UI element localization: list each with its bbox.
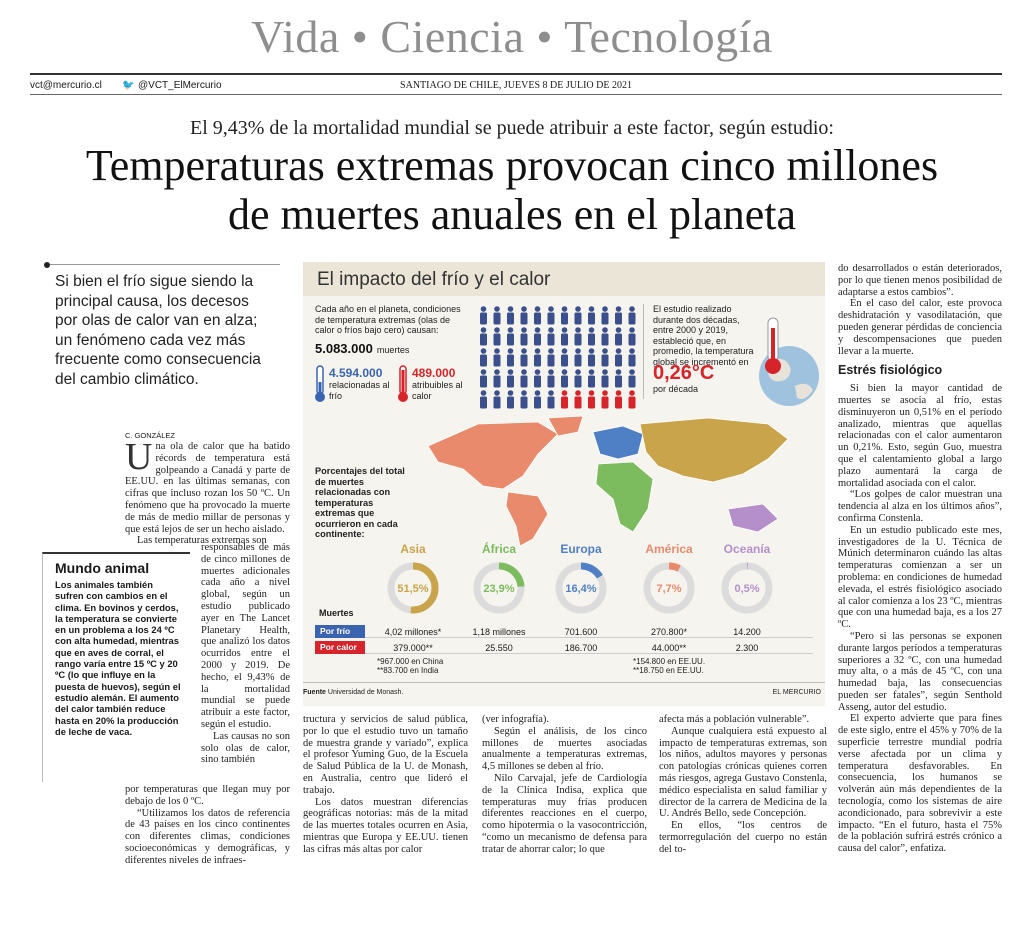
person-icon [548,327,555,345]
map-europe [593,426,643,459]
person-icon [534,390,541,408]
total-unit: muertes [376,345,410,355]
note: **18.750 en EE.UU. [633,666,704,675]
twitter-handle[interactable]: @VCT_ElMercurio [138,80,222,91]
person-heat-icon [615,390,622,408]
paragraph: Los datos muestran diferencias geográficas notorias: más de la mitad de las muertes totales ocurren en Asia, mientras que Europa y EE.UU. tienen las cifras más altas por calor [303,796,468,855]
globe-thermometer-icon [743,314,823,409]
paragraph: responsables de más de cinco millones de muertes adicionales cada año a nivel global, según un estudio publicado ayer en The Lancet Planetary Health, que analizó los datos ocurridos entre el 2000 y 2019. De hecho, el 9,43% de la mortalidad mundial se puede atribuir a este factor, según el estudio. [201,542,290,730]
paragraph: Si bien la mayor cantidad de muertes se asocia al frío, estas disminuyeron un 0,51% en el período analizado, mientras que aquellas relacionadas con el calor aumentaron un 0,21%. Esto, según Guo, muestra que el calentamiento global a largo plazo aumentará la carga de mortalidad asociada con el calor. [838,383,1002,489]
kicker: El 9,43% de la mortalidad mundial se puede atribuir a este factor, según estudio: [189,117,834,139]
person-icon [629,327,636,345]
asia-notes [377,657,443,675]
sidebar-mundo-animal [42,552,190,782]
infographic [303,262,825,706]
person-icon [615,348,622,366]
paragraph: “Pero si las personas se exponen durante largos períodos a temperaturas superiores a 32 ºC, con una humedad muy alta, o a más de 45 ºC, con una humedad baja, las consecuencias pueden ser fatales”, según Senthold Asseng, autor del estudio. [838,630,1002,713]
article-column-2 [303,714,468,856]
paragraph: En el caso del calor, este provoca deshidratación y vasodilatación, que pueden generar pérdidas de conciencia y descompensaciones que pueden llevar a la muerte. [838,298,1002,357]
paragraph: El experto advierte que para fines de este siglo, entre el 45% y 70% de la superficie terrestre mundial podría verse afectada por un clima y temperatura desfavorables. En consecuencia, los humanos se volverán aún más dependientes de la tecnología, como los sistemas de aire acondicionado, para sobrevivir a este impacto. “En el futuro, hasta el 75% de la población sufrirá estrés crónico a causa del calor”, enfatiza. [838,713,1002,855]
credit: EL MERCURIO [772,689,821,696]
person-icon [534,369,541,387]
sidebar-title: Mundo animal [55,560,150,576]
person-icon [494,348,501,366]
person-icon [602,348,609,366]
person-icon [480,390,487,408]
map-north-america [428,422,558,489]
heat-stat [412,366,472,401]
paragraph: Nilo Carvajal, jefe de Cardiología de la Clínica Indisa, explica que temperaturas muy frías producen diferentes reacciones en el cuerpo, como hipotermia o la vasocontricción, “como un mecanismo de defensa para tratar de ahorrar calor; lo que [482,772,647,855]
infographic-title: El impacto del frío y el calor [303,262,825,296]
paragraph: “Los golpes de calor muestran una tendencia al alza en los últimos años”, confirma Constenla. [838,489,1002,524]
continent-name: América [645,542,693,556]
person-icon [561,369,568,387]
person-icon [507,348,514,366]
paragraph: por temperaturas que llegan muy por debajo de los 0 ºC. [125,784,290,807]
heat-label: atribuibles al calor [412,380,463,401]
person-icon [588,348,595,366]
cold-deaths-value: 270.800* [650,627,688,637]
drop-cap: U [125,436,153,478]
cold-thermometer-icon [313,364,327,404]
person-icon [521,390,528,408]
person-icon [494,306,501,324]
article-column-1b [201,542,290,766]
person-heat-icon [575,390,582,408]
cold-deaths-value: 701.600 [564,627,598,637]
map-asia [640,418,788,482]
person-icon [507,327,514,345]
heat-thermometer-icon [396,364,410,404]
paragraph: En ellos, “los centros de termorregulación del cuerpo no están del to- [659,820,827,855]
person-heat-icon [629,390,636,408]
article-column-3 [482,714,647,856]
paragraph: do desarrollados o están deteriorados, por lo que tienen menos posibilidad de adaptarse a estos cambios”. [838,263,1002,298]
percent-label: 16,4% [565,583,597,595]
person-icon [534,348,541,366]
person-icon [507,369,514,387]
person-icon [561,348,568,366]
percent-label: 23,9% [483,583,515,595]
source-label: Fuente [303,689,326,696]
dateline: SANTIAGO DE CHILE, JUEVES 8 DE JULIO DE 2021 [400,80,632,91]
person-icon [494,369,501,387]
heat-deaths-value: 25.550 [485,643,513,653]
paragraph: Según el análisis, de los cinco millones de muertes asociadas anualmente a temperaturas extremas, 4,5 millones se deben al frío. [482,725,647,773]
rise-label: por década [653,384,699,394]
subheading: Estrés fisiológico [838,363,943,378]
lead-paragraph: Si bien el frío sigue siendo la principal causa, los decesos por olas de calor van en alza; un fenómeno cada vez más frecuente como consecuencia del cambio climático. [55,273,261,388]
person-icon [480,369,487,387]
person-icon [602,369,609,387]
person-icon [548,390,555,408]
continent-name: África [481,542,516,556]
row-heat-label: Por calor [315,641,365,654]
article-column-4 [659,714,827,856]
person-icon [602,327,609,345]
person-icon [548,348,555,366]
person-heat-icon [588,390,595,408]
donut-asia [385,560,441,616]
continent-name: Oceanía [723,542,771,556]
continent-name: Europa [560,542,602,556]
cold-stat [329,366,399,401]
sidebar-text: Los animales también sufren con cambios en el clima. En bovinos y cerdos, la temperatura se convierte en un problema a los 24 ºC con alta humedad, mientras que en aves de corral, el rango varía entre 15 ºC y 20 ºC (lo que influye en la puesta de huevos), según el estudio alemán. El aumento del calor también reduce hasta en 20% la producción de leche de vaca. [55,579,181,737]
study-text: El estudio realizado durante dos décadas, entre 2000 y 2019, estableció que, en promedio, la temperatura global se incrementó en [653,304,754,367]
cold-deaths-value: 4,02 millones* [384,627,442,637]
infographic-footer [303,682,825,699]
person-icon [615,306,622,324]
person-icon [534,327,541,345]
article-column-1 [125,436,290,547]
note: *154.800 en EE.UU. [633,657,706,666]
person-icon [629,348,636,366]
donut-américa [641,560,697,616]
person-icon [534,306,541,324]
person-icon [480,327,487,345]
world-map [408,414,813,549]
person-icon [521,306,528,324]
map-africa [596,462,653,532]
cold-number: 4.594.000 [329,366,383,380]
paragraph: (ver infografía). [482,714,550,725]
donut-europa [553,560,609,616]
lead-rule [50,264,280,265]
source: Universidad de Monash. [327,689,404,696]
person-icon [629,306,636,324]
paragraph: Las causas no son solo olas de calor, sino también [201,730,290,766]
row-cold-label: Por frío [315,625,365,638]
america-notes [633,657,705,675]
person-icon [588,306,595,324]
person-icon [615,369,622,387]
paragraph: na ola de calor que ha batido récords de temperatura está golpeando a Canadá y parte de EE.UU. en las últimas semanas, con cifras que incluso rozan los 50 ºC. Un fenómeno que ha provocado la muerte de más de medio millar de personas y que está lejos de ser un hecho aislado. [125,441,290,535]
heat-deaths-value: 379.000** [393,643,433,653]
person-heat-icon [602,390,609,408]
person-icon [575,306,582,324]
lead-bullet-icon [44,262,50,268]
person-icon [480,306,487,324]
paragraph: tructura y servicios de salud pública, por lo que el estudio tuvo un tamaño de muestra grande y variado”, explica el profesor Yuming Guo, de la Escuela de Salud Pública de la U. de Monash, en Australia, centro que lideró el trabajo. [303,714,468,796]
percent-label: 0,5% [734,583,760,595]
article-column-1c [125,784,290,867]
divider [643,304,644,399]
paragraph: Las temperaturas extremas son [137,535,267,547]
map-south-america [506,492,548,546]
person-icon [494,327,501,345]
top-bar [30,73,1002,95]
heat-deaths-value: 44.000** [651,643,687,653]
paragraph: “Utilizamos los datos de referencia de 43 países en los cinco continentes con diferentes climas, condiciones socioeconómicas y demográficas, y diferentes niveles de infraes- [125,807,290,866]
deaths-label: Muertes [319,608,354,618]
person-icon [494,390,501,408]
heat-number: 489.000 [412,366,456,380]
percent-label: 7,7% [656,583,682,595]
intro-text: Cada año en el planeta, condiciones de temperatura extremas (olas de calor o fríos bajo cero) causan: [315,304,461,335]
person-icon [588,369,595,387]
person-icon [561,327,568,345]
percent-caption: Porcentajes del total de muertes relacionadas con temperaturas extremas que ocurrieron en cada continente: [315,466,405,539]
person-heat-icon [561,390,568,408]
paragraph: afecta más a población vulnerable”. [659,714,810,725]
donut-áfrica [471,560,527,616]
person-icon [575,369,582,387]
person-icon [480,348,487,366]
cold-deaths-value: 1,18 millones [472,627,526,637]
person-icon [629,369,636,387]
person-icon [548,306,555,324]
person-icon [521,327,528,345]
heat-deaths-value: 186.700 [564,643,598,653]
total-number: 5.083.000 [315,341,373,356]
cold-label: relacionadas al frío [329,380,390,401]
email-link[interactable]: vct@mercurio.cl [30,80,102,91]
person-icon [588,327,595,345]
heat-deaths-value: 2.300 [735,643,759,653]
byline: C. GONZÁLEZ [125,431,176,440]
headline: Temperaturas extremas provocan cinco millones de muertes anuales en el planeta [85,141,939,239]
paragraph: Aunque cualquiera está expuesto al impacto de temperaturas extremas, son los niños, adultos mayores y personas con patologías crónicas quienes corren más riesgos, agrega Gustavo Constenla, médico especialista en salud familiar y director de la carrera de Medicina de la U. Andrés Bello, sede Concepción. [659,725,827,820]
section-masthead: Vida • Ciencia • Tecnología [251,11,773,62]
temperature-rise: 0,26°C [653,362,715,384]
cold-deaths-value: 14.200 [733,627,761,637]
continent-donuts [303,542,825,622]
note: **83.700 en India [377,666,439,675]
person-icon [548,369,555,387]
note: *967.000 en China [377,657,444,666]
person-icon [575,327,582,345]
paragraph: En un estudio publicado este mes, investigadores de la U. Técnica de Múnich determinaron cuándo las altas temperaturas comienzan a ser un problema: en condiciones de humedad elevada, el estrés fisiológico asociado al calor comienza a los 23 ºC, mientras que con una humedad baja, es a los 27 ºC. [838,524,1002,631]
person-icon [521,348,528,366]
donut-oceanía [719,560,775,616]
person-icon [507,306,514,324]
twitter-icon: 🐦 [122,80,135,91]
person-icon [507,390,514,408]
map-oceania [728,504,778,532]
article-column-5 [838,263,1002,855]
percent-label: 51,5% [397,583,429,595]
person-icon [602,306,609,324]
continent-name: Asia [400,542,426,556]
person-icon [615,327,622,345]
person-icon [561,306,568,324]
person-icon [521,369,528,387]
total-deaths [315,340,409,358]
person-icon [575,348,582,366]
people-pictogram [475,302,645,414]
